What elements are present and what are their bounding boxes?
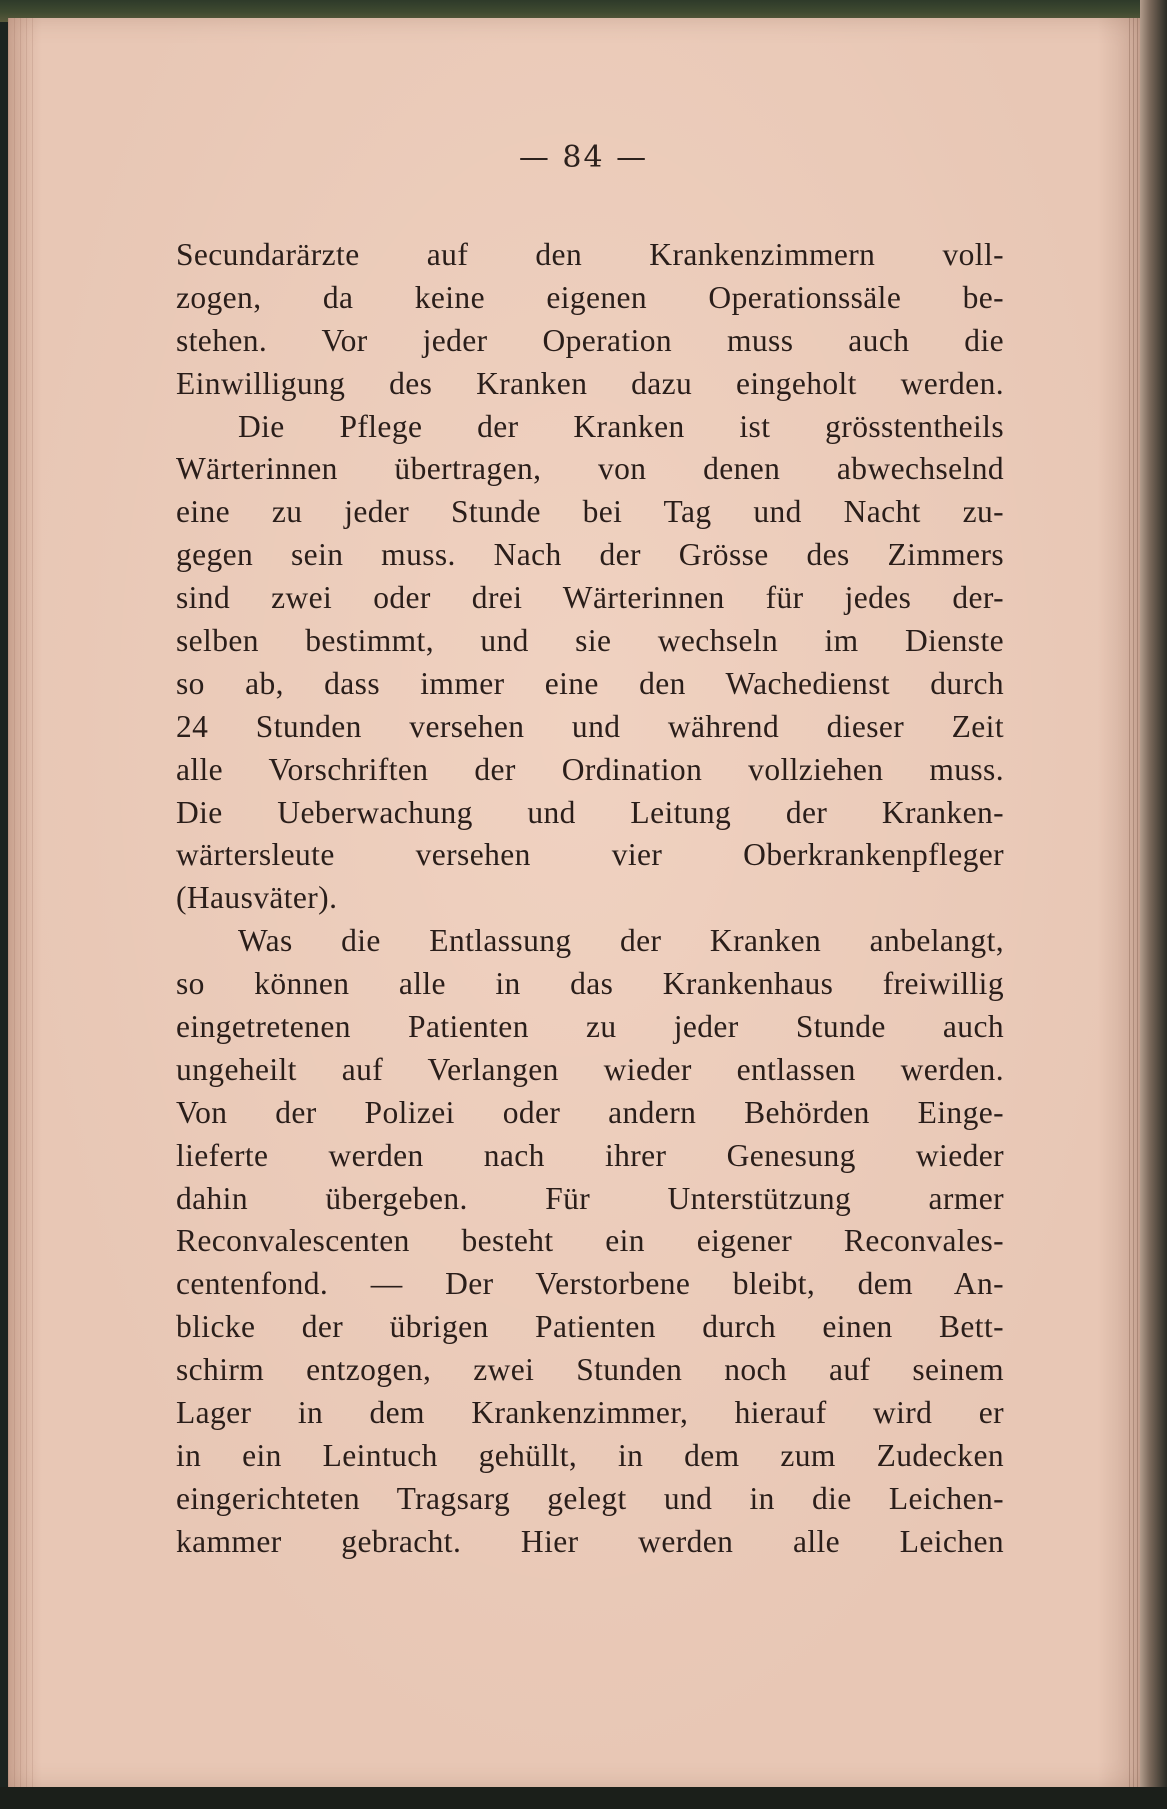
text-line: lieferte werden nach ihrer Genesung wieder <box>176 1137 1004 1173</box>
text-line: wärtersleute versehen vier Oberkrankenpfleger <box>176 837 1004 873</box>
text-line: Lager in dem Krankenzimmer, hierauf wird er <box>176 1395 1004 1431</box>
scan-bottom-border <box>0 1787 1167 1809</box>
body-text <box>176 234 1004 1564</box>
text-line: eingetretenen Patienten zu jeder Stunde auch <box>176 1009 1004 1045</box>
text-line: Wärterinnen übertragen, von denen abwechselnd <box>176 451 1004 487</box>
text-line: zogen, da keine eigenen Operationssäle be- <box>176 279 1004 315</box>
text-line: kammer gebracht. Hier werden alle Leichen <box>176 1523 1004 1559</box>
text-line: Reconvalescenten besteht ein eigener Reconvales- <box>176 1223 1004 1259</box>
text-line: Die Ueberwachung und Leitung der Kranken- <box>176 794 1004 830</box>
text-line: eingerichteten Tragsarg gelegt und in die Leichen- <box>176 1480 1004 1516</box>
text-line: Einwilligung des Kranken dazu eingeholt werden. <box>176 365 1004 401</box>
text-line: centenfond. — Der Verstorbene bleibt, dem An- <box>176 1266 1004 1302</box>
text-line: ungeheilt auf Verlangen wieder entlassen werden. <box>176 1051 1004 1087</box>
text-line: 24 Stunden versehen und während dieser Zeit <box>176 708 1004 744</box>
text-line: so können alle in das Krankenhaus freiwillig <box>176 966 1004 1002</box>
text-line: blicke der übrigen Patienten durch einen Bett- <box>176 1309 1004 1345</box>
text-line: gegen sein muss. Nach der Grösse des Zimmers <box>176 537 1004 573</box>
text-line: Was die Entlassung der Kranken anbelangt, <box>238 923 1004 959</box>
text-line: selben bestimmt, und sie wechseln im Dienste <box>176 623 1004 659</box>
text-line: eine zu jeder Stunde bei Tag und Nacht zu- <box>176 494 1004 530</box>
book-right-edge <box>1140 0 1167 1809</box>
text-line: (Hausväter). <box>176 880 338 916</box>
text-line: Secundarärzte auf den Krankenzimmern voll- <box>176 237 1004 272</box>
text-line: Von der Polizei oder andern Behörden Einge- <box>176 1094 1004 1130</box>
text-line: dahin übergeben. Für Unterstützung armer <box>176 1180 1004 1216</box>
text-line: so ab, dass immer eine den Wachedienst durch <box>176 665 1004 701</box>
gutter-shadow <box>8 18 38 1788</box>
text-line: alle Vorschriften der Ordination vollziehen muss. <box>176 751 1004 787</box>
page-number: — 84 — <box>518 140 649 175</box>
text-line: sind zwei oder drei Wärterinnen für jedes der- <box>176 580 1004 616</box>
text-line: schirm entzogen, zwei Stunden noch auf seinem <box>176 1352 1004 1388</box>
text-line: stehen. Vor jeder Operation muss auch die <box>176 322 1004 358</box>
text-line: Die Pflege der Kranken ist grösstentheils <box>238 408 1004 444</box>
text-line: in ein Leintuch gehüllt, in dem zum Zudecken <box>176 1437 1004 1473</box>
